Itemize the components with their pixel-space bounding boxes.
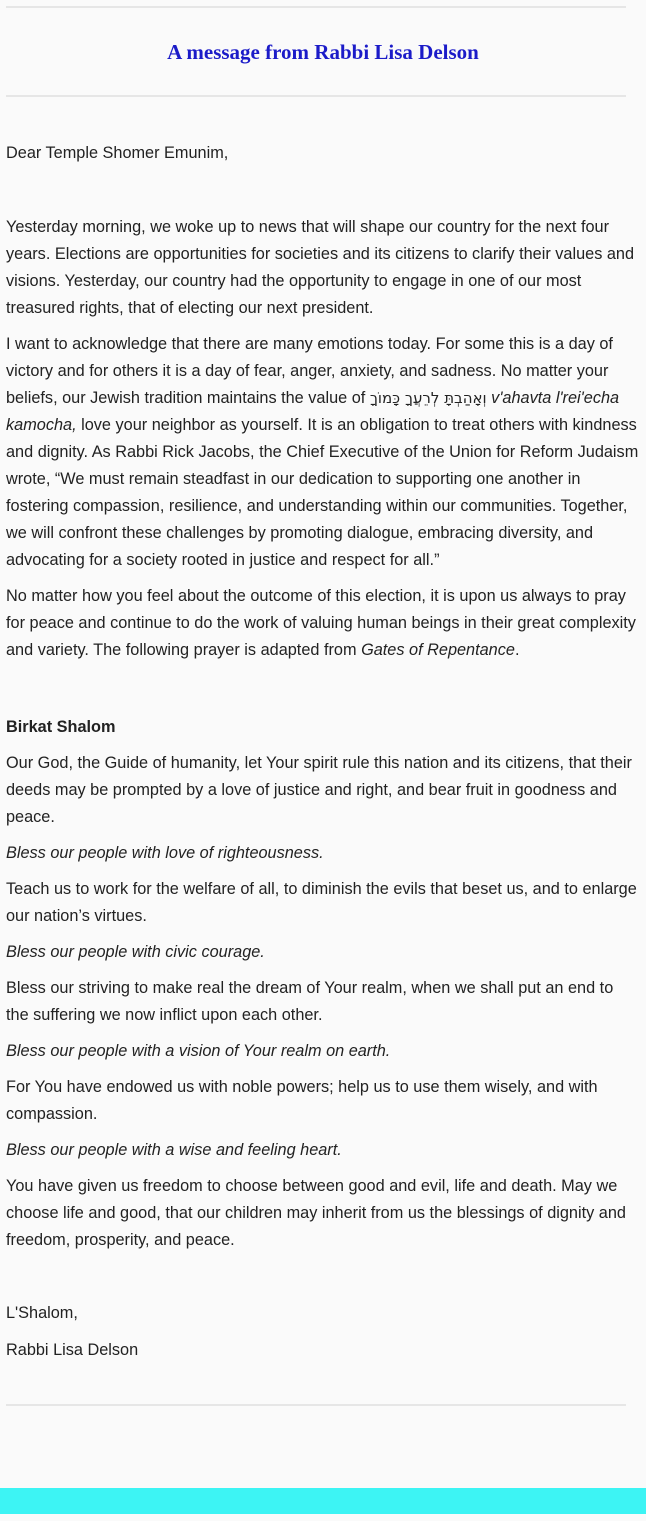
email-body <box>0 6 646 1406</box>
bottom-divider <box>6 1404 626 1406</box>
paragraph-2-part-b: love your neighbor as yourself. It is an obligation to treat others with kindness and dignity. As Rabbi Rick Jacobs, the Chief Executive of the Union for Reform Judaism wrote, “We must remain steadfast in our dedication to supporting one another in fostering compassion, resilience, and understanding within our communities. Together, we will confront these challenges by promoting dialogue, embracing diversity, and advocating for a society rooted in justice and respect for all.” <box>6 416 639 569</box>
transliteration: v'ahavta l'rei'echa kamocha, <box>6 389 620 434</box>
message-title: A message from Rabbi Lisa Delson <box>167 40 479 64</box>
prayer-refrain: Bless our people with a vision of Your realm on earth. <box>6 1042 391 1060</box>
paragraph-2-part-a: I want to acknowledge that there are many emotions today. For some this is a day of victory and for others it is a day of fear, anger, anxiety, and sadness. No matter your beliefs, our Jewish tradition maintains the value of <box>6 335 613 407</box>
signature: Rabbi Lisa Delson <box>6 1341 139 1359</box>
paragraph-1: Yesterday morning, we woke up to news that will shape our country for the next four years. Elections are opportunities for societies and its citizens to clarify their values and visions. Yesterday, our country had the opportunity to engage in one of our most treasured rights, that of electing our next president. <box>6 218 635 317</box>
book-title: Gates of Repentance <box>361 641 515 659</box>
prayer-line: Our God, the Guide of humanity, let Your spirit rule this nation and its citizens, that their deeds may be prompted by a love of justice and right, and bear fruit in goodness and peace. <box>6 754 632 826</box>
footer-bar <box>0 1488 646 1514</box>
paragraph-3-part-a: No matter how you feel about the outcome of this election, it is upon us always to pray for peace and continue to do the work of valuing human beings in their great complexity and variety. The following prayer is adapted from <box>6 587 636 659</box>
prayer-line: You have given us freedom to choose between good and evil, life and death. May we choose life and good, that our children may inherit from us the blessings of dignity and freedom, prosperity, and peace. <box>6 1177 626 1249</box>
paragraph-2 <box>6 331 640 574</box>
paragraph-3 <box>6 583 640 664</box>
prayer-refrain: Bless our people with a wise and feeling heart. <box>6 1141 342 1159</box>
hebrew-phrase: וְאָהַבְתָּ לְרֵעֲךָ כָּמוֹךָ <box>369 389 487 407</box>
paragraph-3-part-b: . <box>514 641 520 659</box>
prayer-line: For You have endowed us with noble powers; help us to use them wisely, and with compassion. <box>6 1078 598 1123</box>
prayer-line: Teach us to work for the welfare of all, to diminish the evils that beset us, and to enlarge our nation’s virtues. <box>6 880 637 925</box>
salutation: Dear Temple Shomer Emunim, <box>6 144 229 162</box>
prayer-line: Bless our striving to make real the dream of Your realm, when we shall put an end to the suffering we now inflict upon each other. <box>6 979 614 1024</box>
prayer-refrain: Bless our people with love of righteousness. <box>6 844 324 862</box>
prayer-title: Birkat Shalom <box>6 718 116 736</box>
title-divider <box>6 95 626 97</box>
valediction: L'Shalom, <box>6 1304 78 1322</box>
prayer-refrain: Bless our people with civic courage. <box>6 943 265 961</box>
